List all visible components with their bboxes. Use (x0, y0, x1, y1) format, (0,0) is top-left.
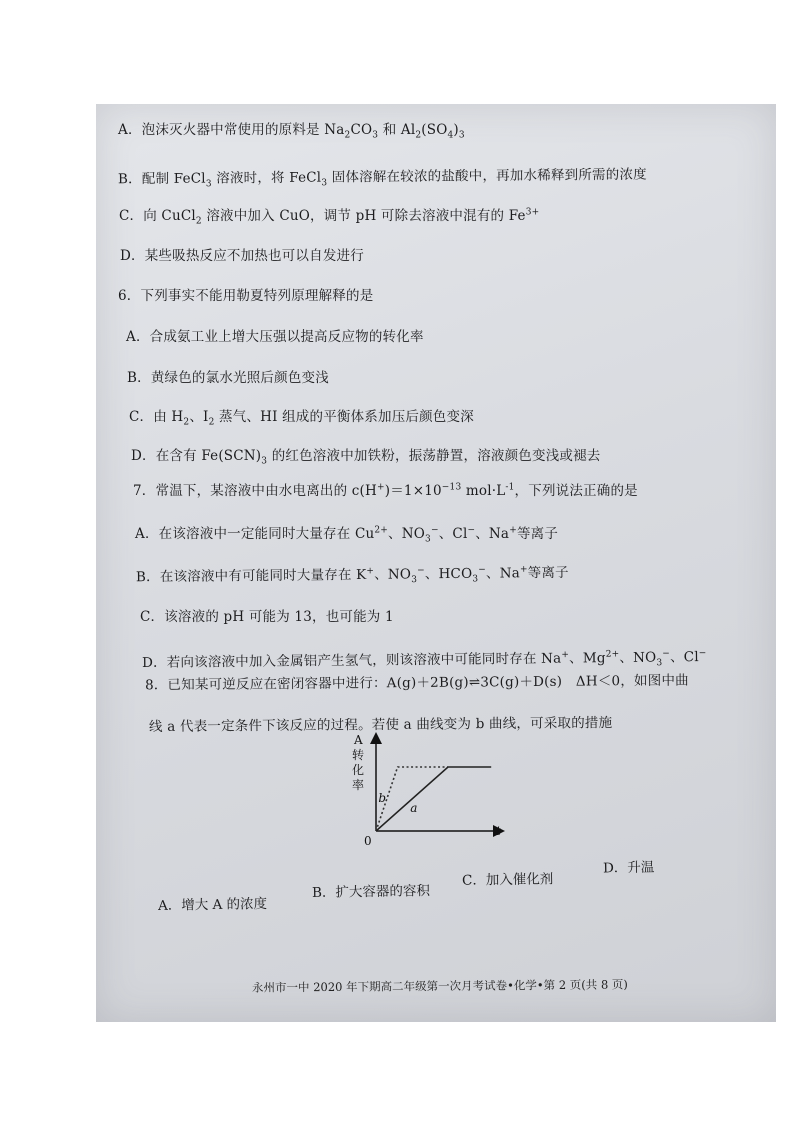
q8-stem-line-1: 8．已知某可逆反应在密闭容器中进行：A(g)＋2B(g)⇌3C(g)＋D(s) ΔH＜0，如图中曲 (144, 672, 689, 694)
q8-stem-line-2: 线 a 代表一定条件下该反应的过程。若使 a 曲线变为 b 曲线，可采取的措施 (148, 714, 613, 736)
curve-a (376, 767, 491, 831)
q8-option-d: D．升温 (602, 859, 655, 877)
q5-option-c: C．向 CuCl$_2$ 溶液中加入 CuO，调节 pH 可除去溶液中混有的 $Fe^{3+}$ (119, 207, 540, 227)
page-footer: 永州市一中 2020 年下期高二年级第一次月考试卷•化学•第 2 页(共 8 页) (251, 977, 628, 995)
x-axis-label: t (496, 824, 501, 838)
q6-option-a: A．合成氨工业上增大压强以提高反应物的转化率 (126, 329, 424, 345)
q6-stem: 6．下列事实不能用勒夏特列原理解释的是 (118, 288, 374, 304)
q8-option-a: A．增大 A 的浓度 (157, 896, 268, 914)
conversion-graph (350, 727, 520, 857)
q7-option-c: C．该溶液的 pH 可能为 13，也可能为 1 (140, 609, 394, 625)
curve-b-label: b (378, 791, 387, 806)
y-axis-label-3: 化 (352, 763, 365, 777)
q5-option-a: A．泡沫灭火器中常使用的原料是 $Na_2CO_3$ 和 $Al_2(SO_4)_3$ (118, 122, 465, 141)
q8-option-b: B．扩大容器的容积 (311, 882, 431, 902)
q7-stem: 7．常温下，某溶液中由水电离出的 $c(H^+)=1\times 10^{-13}$ $mol\cdot L^{-1}$，下列说法正确的是 (133, 482, 638, 499)
q6-option-d: D．在含有 $Fe(SCN)_3$ 的红色溶液中加铁粉，振荡静置，溶液颜色变浅或褪去 (131, 448, 601, 467)
q8-option-c: C．加入催化剂 (461, 871, 554, 889)
origin-label: 0 (364, 834, 372, 848)
q7-option-a: A．在该溶液中一定能同时大量存在 $Cu^{2+}$、$NO_3^-$、Cl−、Na+等离子 (135, 525, 559, 545)
curve-a-label: a (410, 800, 418, 815)
q5-option-d: D．某些吸热反应不加热也可以自发进行 (120, 248, 364, 264)
y-axis-label-4: 率 (352, 778, 365, 792)
y-axis-label-2: 转 (352, 748, 365, 762)
q7-option-b: B．在该溶液中有可能同时大量存在 K+、$NO_3^-$、$HCO_3^-$、Na+等离子 (135, 564, 569, 586)
q5-option-b: B．配制 FeCl$_3$ 溶液时，将 FeCl$_3$ 固体溶解在较浓的盐酸中，再加水稀释到所需的浓度 (117, 166, 647, 190)
q7-option-d: D．若向该溶液中加入金属铝产生氢气，则该溶液中可能同时存在 Na+、$Mg^{2+}$、$NO_3^-$、Cl− (141, 648, 707, 671)
q6-option-c: C．由 $H_2$、$I_2$ 蒸气、HI 组成的平衡体系加压后颜色变深 (129, 409, 474, 428)
q6-option-b: B．黄绿色的氯水光照后颜色变浅 (127, 370, 329, 386)
y-axis-label-1: A (354, 733, 363, 747)
